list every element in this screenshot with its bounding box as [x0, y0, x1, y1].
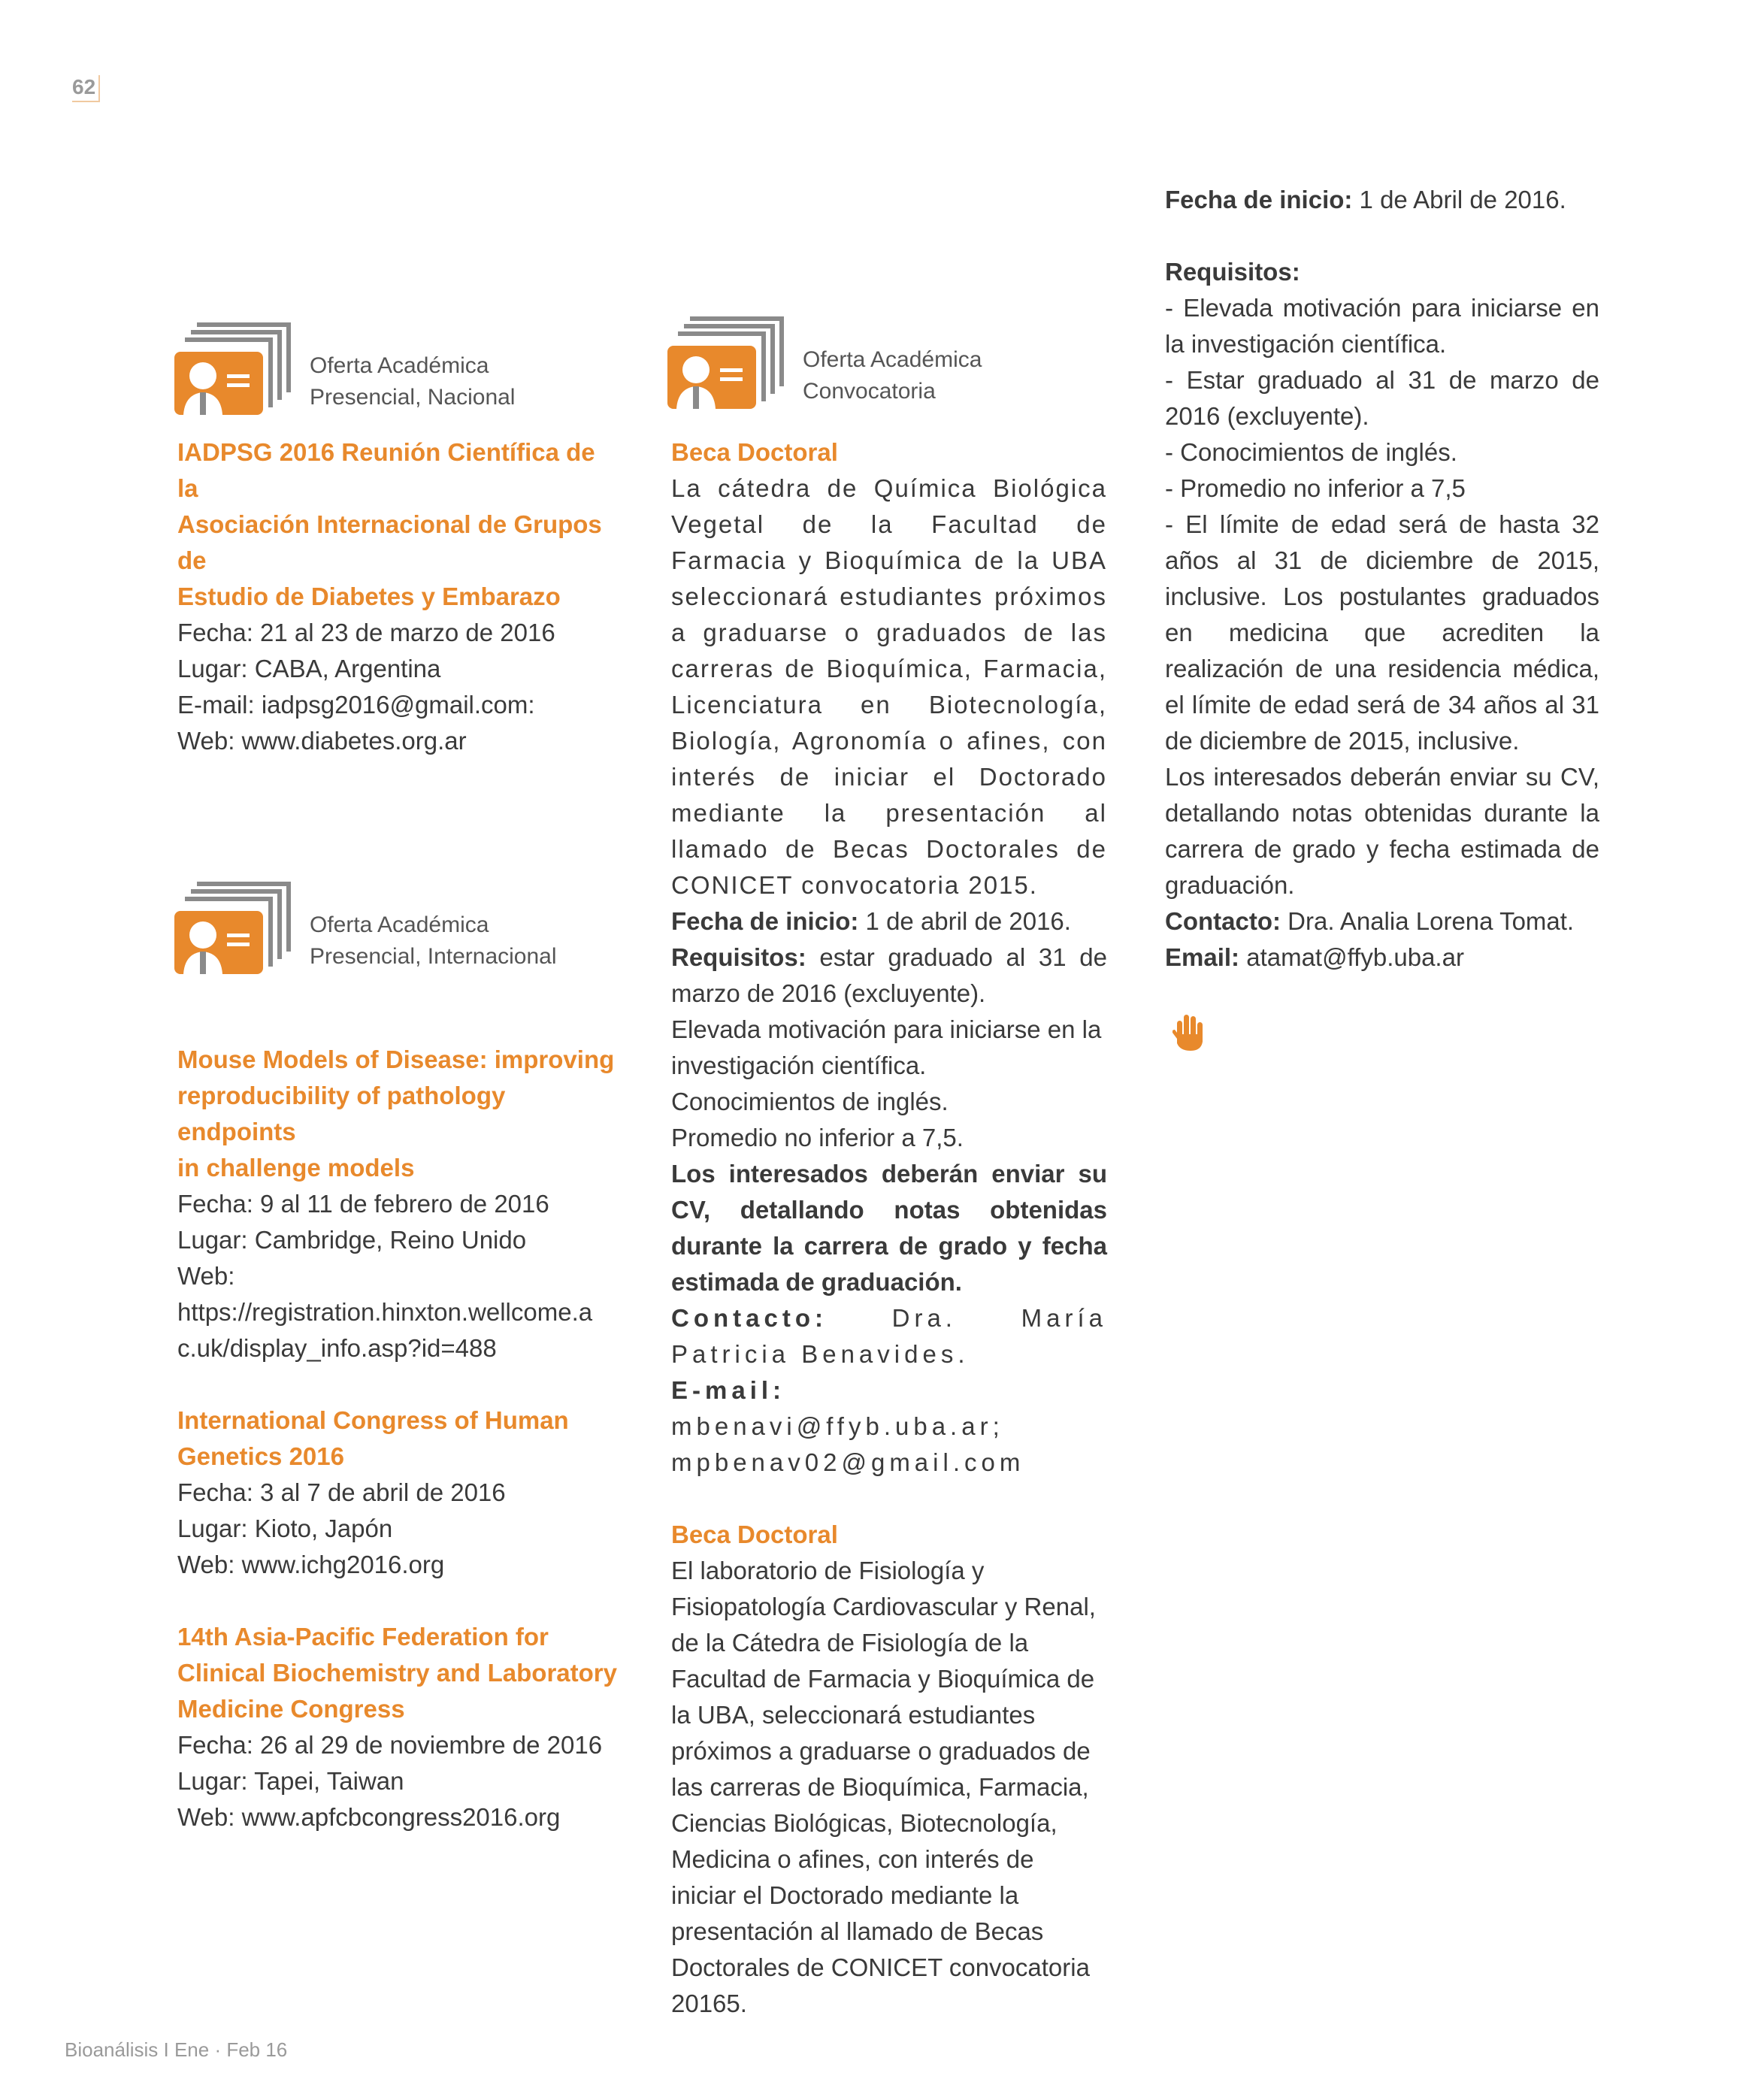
- beca-line: 20165.: [671, 1990, 747, 2017]
- beca-line: Fisiopatología Cardiovascular y Renal,: [671, 1593, 1096, 1620]
- beca-requirement: Promedio no inferior a 7,5.: [671, 1124, 964, 1151]
- requirement-item: - Conocimientos de inglés.: [1165, 438, 1457, 466]
- event-title-line: Asociación Internacional de Grupos de: [177, 510, 602, 574]
- beca-line: El laboratorio de Fisiología y: [671, 1557, 985, 1584]
- beca2-requirements: [1165, 254, 1599, 759]
- label: Email:: [1165, 943, 1240, 971]
- beca-line: iniciar el Doctorado mediante la: [671, 1881, 1019, 1909]
- value: 1 de abril de 2016.: [858, 907, 1071, 935]
- event-title-line: International Congress of Human: [177, 1406, 569, 1434]
- badge-line2: Presencial, Internacional: [310, 944, 557, 969]
- beca2-start-date: [1165, 182, 1599, 218]
- value: estar graduado al 31 de marzo de 2016 (excluyente).: [671, 943, 1107, 1007]
- badge-line1: Oferta Académica: [310, 353, 489, 378]
- beca-start-date: [671, 903, 1107, 940]
- beca-title: Beca Doctoral: [671, 1521, 838, 1548]
- badge-line2: Convocatoria: [803, 379, 936, 404]
- footer-publication: Bioanálisis I Ene · Feb 16: [65, 2038, 288, 2061]
- value: atamat@ffyb.uba.ar: [1239, 943, 1464, 971]
- event-title-line: Medicine Congress: [177, 1695, 405, 1723]
- label: Contacto:: [671, 1304, 828, 1332]
- badge-line1: Oferta Académica: [803, 347, 982, 372]
- event-title-line: in challenge models: [177, 1154, 415, 1182]
- badge-presencial-internacional: [174, 881, 595, 986]
- beca-doctoral-2: [671, 1517, 1107, 2022]
- event-title-line: IADPSG 2016 Reunión Científica de la: [177, 438, 595, 502]
- hand-icon: [1173, 1013, 1206, 1056]
- beca-contact: [671, 1300, 1107, 1372]
- badge-line2: Presencial, Nacional: [310, 385, 516, 410]
- event-date: Fecha: 26 al 29 de noviembre de 2016: [177, 1731, 603, 1759]
- badge-convocatoria: [667, 316, 1058, 421]
- event-web-link[interactable]: https://registration.hinxton.wellcome.a: [177, 1298, 593, 1326]
- beca-line: la UBA, seleccionará estudiantes: [671, 1701, 1036, 1729]
- requirement-item: - El límite de edad será de hasta 32 años al 31 de diciembre de 2015, inclusive. Los postulantes graduados en medicina que acrediten la realización de una residencia médica, el límite de edad será de 34 años al 31 de diciembre de 2015, inclusive.: [1165, 510, 1599, 755]
- convocatoria-column: [671, 434, 1107, 2022]
- event-title-line: Estudio de Diabetes y Embarazo: [177, 582, 561, 610]
- event-date: Fecha: 21 al 23 de marzo de 2016: [177, 619, 555, 646]
- beca-line: próximos a graduarse o graduados de: [671, 1737, 1091, 1765]
- event-place: Lugar: Cambridge, Reino Unido: [177, 1226, 527, 1254]
- beca-title: Beca Doctoral: [671, 438, 838, 466]
- event-email: E-mail: iadpsg2016@gmail.com:: [177, 691, 535, 719]
- beca-requirement: Elevada motivación para iniciarse en la investigación científica.: [671, 1015, 1102, 1079]
- beca-line: presentación al llamado de Becas: [671, 1917, 1044, 1945]
- beca-cv-instructions: Los interesados deberán enviar su CV, detallando notas obtenidas durante la carrera de grado y fecha estimada de graduación.: [671, 1160, 1107, 1296]
- event-iadpsg: [177, 434, 621, 759]
- presentation-board-icon: [174, 881, 295, 979]
- international-events: [177, 1042, 621, 1872]
- requirement-item: - Estar graduado al 31 de marzo de 2016 (excluyente).: [1165, 366, 1599, 430]
- beca2-cv-instructions: Los interesados deberán enviar su CV, detallando notas obtenidas durante la carrera de grado y fecha estimada de graduación.: [1165, 763, 1599, 899]
- event-date: Fecha: 9 al 11 de febrero de 2016: [177, 1190, 549, 1218]
- page-number: 62: [72, 75, 100, 102]
- event-place: Lugar: CABA, Argentina: [177, 655, 441, 682]
- requirements-heading: Requisitos:: [1165, 258, 1300, 286]
- badge-presencial-nacional: [174, 322, 565, 427]
- event-web-label: Web:: [177, 1262, 235, 1290]
- beca-line: de la Cátedra de Fisiología de la: [671, 1629, 1029, 1657]
- beca-line: Ciencias Biológicas, Biotecnología,: [671, 1809, 1058, 1837]
- event-web: Web: www.apfcbcongress2016.org: [177, 1803, 561, 1831]
- event-title-line: Genetics 2016: [177, 1442, 344, 1470]
- beca2-contact: [1165, 903, 1599, 940]
- label: Requisitos:: [671, 943, 806, 971]
- beca-requirements: [671, 940, 1107, 1012]
- beca-continuation-column: [1165, 182, 1599, 976]
- beca-line: Facultad de Farmacia y Bioquímica de: [671, 1665, 1095, 1693]
- beca-requirement: Conocimientos de inglés.: [671, 1088, 949, 1115]
- beca-line: Medicina o afines, con interés de: [671, 1845, 1034, 1873]
- event-date: Fecha: 3 al 7 de abril de 2016: [177, 1478, 506, 1506]
- presentation-board-icon: [667, 316, 788, 413]
- event-place: Lugar: Kioto, Japón: [177, 1514, 393, 1542]
- requirement-item: - Elevada motivación para iniciarse en la investigación científica.: [1165, 294, 1599, 358]
- badge-line1: Oferta Académica: [310, 912, 489, 937]
- presentation-board-icon: [174, 322, 295, 419]
- beca-body: La cátedra de Química Biológica Vegetal de la Facultad de Farmacia y Bioquímica de la UBA seleccionará estudiantes próximos a graduarse o graduados de las carreras de Bioquímica, Farmacia, Licenciatura en Biotecnología, Biología, Agronomía o afines, con interés de iniciar el Doctorado mediante la presentación al llamado de Becas Doctorales de CONICET convocatoria 2015.: [671, 474, 1107, 899]
- beca2-email: [1165, 940, 1599, 976]
- value: mbenavi@ffyb.uba.ar; mpbenav02@gmail.com: [671, 1412, 1025, 1476]
- event-apfcb: [177, 1619, 621, 1835]
- event-web: Web: www.diabetes.org.ar: [177, 727, 467, 755]
- event-web-link[interactable]: c.uk/display_info.asp?id=488: [177, 1334, 497, 1362]
- event-title-line: Mouse Models of Disease: improving: [177, 1045, 615, 1073]
- event-title-line: reproducibility of pathology endpoints: [177, 1082, 506, 1145]
- event-ichg: [177, 1403, 621, 1583]
- event-mouse-models: [177, 1042, 621, 1366]
- value: 1 de Abril de 2016.: [1352, 186, 1566, 213]
- beca-line: las carreras de Bioquímica, Farmacia,: [671, 1773, 1089, 1801]
- label: Fecha de inicio:: [1165, 186, 1353, 213]
- value: Dra. Analia Lorena Tomat.: [1280, 907, 1575, 935]
- label: E-mail:: [671, 1376, 786, 1404]
- event-place: Lugar: Tapei, Taiwan: [177, 1767, 404, 1795]
- event-web: Web: www.ichg2016.org: [177, 1551, 445, 1578]
- event-title-line: Clinical Biochemistry and Laboratory: [177, 1659, 617, 1687]
- beca-email: [671, 1372, 1107, 1481]
- beca-line: Doctorales de CONICET convocatoria: [671, 1953, 1090, 1981]
- label: Contacto:: [1165, 907, 1281, 935]
- beca-doctoral-1: [671, 434, 1107, 1481]
- event-title-line: 14th Asia-Pacific Federation for: [177, 1623, 549, 1651]
- value: Dra. María Patricia Benavides.: [671, 1304, 1107, 1368]
- label: Fecha de inicio:: [671, 907, 859, 935]
- requirement-item: - Promedio no inferior a 7,5: [1165, 474, 1466, 502]
